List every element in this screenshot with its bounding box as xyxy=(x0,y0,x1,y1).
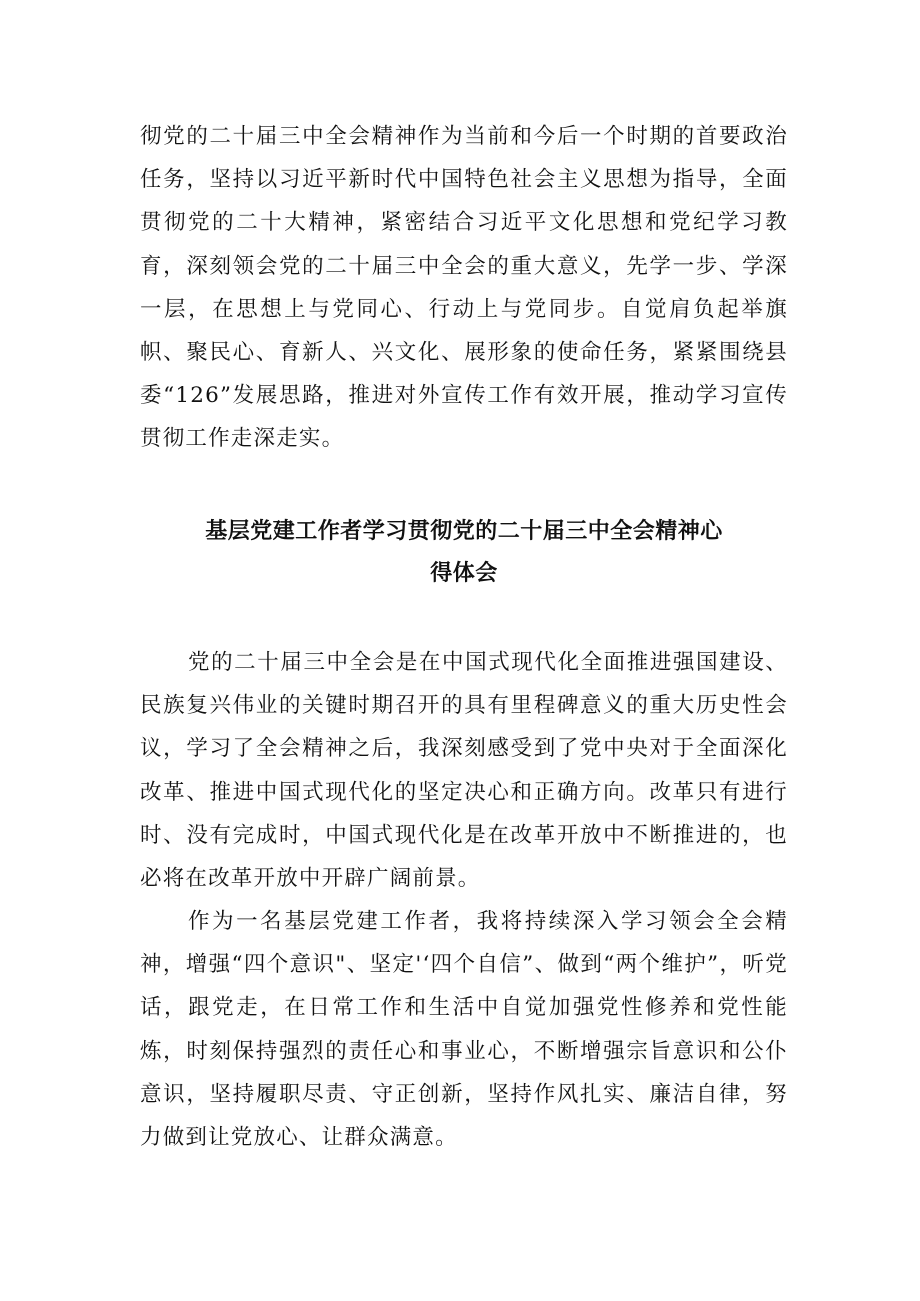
body-paragraph: 党的二十届三中全会是在中国式现代化全面推进强国建设、民族复兴伟业的关键时期召开的具有里程碑意义的重大历史性会议，学习了全会精神之后，我深刻感受到了党中央对于全面深化改革、推进中国式现代化的坚定决心和正确方向。改革只有进行时、没有完成时，中国式现代化是在改革开放中不断推进的，也必将在改革开放中开辟广阔前景。 xyxy=(140,650,788,892)
body-paragraph: 作为一名基层党建工作者，我将持续深入学习领会全会精神，增强“四个意识"、坚定'‘四个自信”、做到“两个维护”，听党话，跟党走，在日常工作和生活中自觉加强党性修养和党性能炼，时刻保持强烈的责任心和事业心，不断增强宗旨意识和公仆意识，坚持履职尽责、守正创新，坚持作风扎实、廉洁自律，努力做到让党放心、让群众满意。 xyxy=(140,909,788,1151)
section-title-line1: 基层党建工作者学习贯彻党的二十届三中全会精神心 xyxy=(205,519,723,544)
section-title xyxy=(140,511,788,595)
continuation-paragraph: 彻党的二十届三中全会精神作为当前和今后一个时期的首要政治任务，坚持以习近平新时代中国特色社会主义思想为指导，全面贯彻党的二十大精神，紧密结合习近平文化思想和党纪学习教育，深刻领会党的二十届三中全会的重大意义，先学一步、学深一层，在思想上与党同心、行动上与党同步。自觉肩负起举旗帜、聚民心、育新人、兴文化、展形象的使命任务，紧紧围绕县委“126”发展思路，推进对外宣传工作有效开展，推动学习宣传贯彻工作走深走实。 xyxy=(140,124,788,452)
section-title-line2: 得体会 xyxy=(430,561,498,586)
